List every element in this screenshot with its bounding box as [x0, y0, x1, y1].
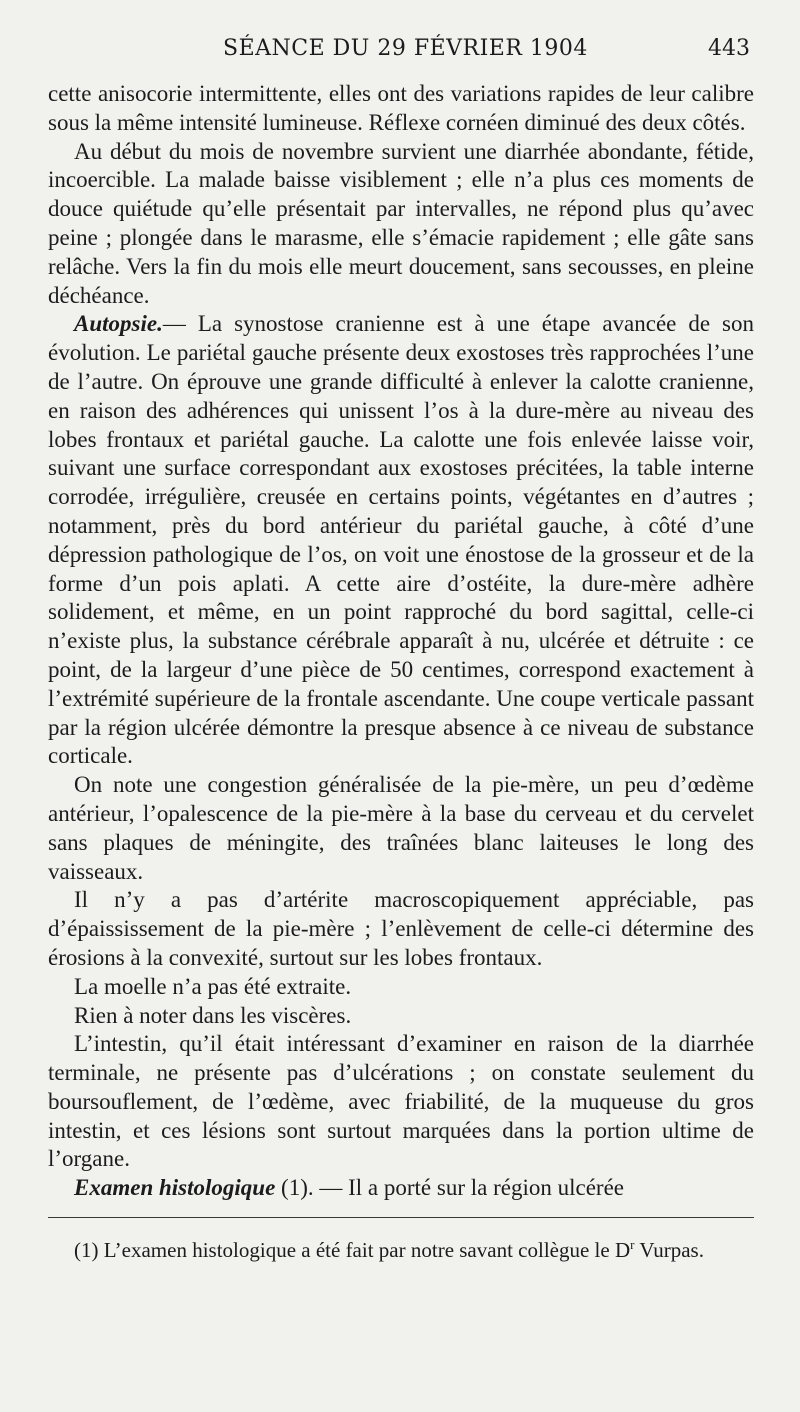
paragraph-text: Rien à noter dans les viscères. — [74, 1002, 352, 1028]
paragraph — [48, 973, 754, 1002]
paragraph-text: — La synostose cranienne est à une étape avancée de son évolution. Le pariétal gauche présente deux exostoses très rapprochées l’une de l’autre. On éprouve une grande difficulté à enlever la calotte cranienne, en raison des adhérences qui unissent l’os à la dure-mère au niveau des lobes frontaux et pariétal gauche. La calotte une fois enlevée laisse voir, suivant une surface correspondant aux exostoses précitées, la table interne corrodée, irrégulière, creusée en certains points, végétantes en d’autres ; notamment, près du bord antérieur du pariétal gauche, à côté d’une dépression pathologique de l’os, on voit une énostose de la grosseur et de la forme d’un pois aplati. A cette aire d’ostéite, la dure-mère adhère solidement, et même, en un point rapproché du bord sagittal, celle-ci n’existe plus, la substance cérébrale apparaît à nu, ulcérée et détruite : ce point, de la largeur d’une pièce de 50 centimes, correspond exactement à l’extrémité supérieure de la frontale ascendante. Une coupe verticale passant par la région ulcérée démontre la presque absence à ce niveau de substance corticale. — [48, 311, 754, 769]
footnote-marker: (1) — [74, 1238, 99, 1263]
paragraph-lead: Examen histologique — [74, 1175, 276, 1201]
page-number: 443 — [708, 36, 750, 61]
page-header — [48, 36, 754, 76]
paragraph — [48, 1002, 754, 1031]
paragraph — [48, 138, 754, 311]
paragraph — [48, 771, 754, 886]
body-text — [48, 80, 754, 1203]
footnote-text: L’examen histologique a été fait par notre savant collègue le D — [103, 1238, 631, 1263]
paragraph — [48, 310, 754, 771]
paragraph-text: (1). — Il a porté sur la région ulcérée — [275, 1175, 624, 1201]
paragraph-text: Il n’y a pas d’artérite macroscopiquement appréciable, pas d’épaississement de la pie-mère ; l’enlèvement de celle-ci détermine des érosions à la convexité, surtout sur les lobes frontaux. — [48, 887, 754, 970]
paragraph-text: L’intestin, qu’il était intéressant d’examiner en raison de la diarrhée terminale, ne présente pas d’ulcérations ; on constate seulement du boursouflement, de l’œdème, avec friabilité, de la muqueuse du gros intestin, et ces lésions sont surtout marquées dans la portion ultime de l’organe. — [48, 1031, 754, 1172]
footnote-divider — [48, 1217, 754, 1218]
paragraph-text: On note une congestion généralisée de la pie-mère, un peu d’œdème antérieur, l’opalescence de la pie-mère à la base du cerveau et du cervelet sans plaques de méningite, des traînées blanc laiteuses le long des vaisseaux. — [48, 772, 754, 884]
paragraph-text: La moelle n’a pas été extraite. — [74, 973, 352, 999]
footnote-text-end: Vurpas. — [634, 1238, 704, 1263]
paragraph — [48, 1030, 754, 1174]
paragraph-text: cette anisocorie intermittente, elles ont des variations rapides de leur calibre sous la même intensité lumineuse. Réflexe cornéen diminué des deux côtés. — [48, 81, 754, 135]
paragraph — [48, 1174, 754, 1203]
footnote-superscript: r — [630, 1237, 635, 1253]
paragraph — [48, 80, 754, 138]
paragraph-lead: Autopsie. — [74, 311, 163, 337]
running-head: SÉANCE DU 29 FÉVRIER 1904 — [223, 36, 588, 61]
paragraph — [48, 886, 754, 972]
footnote — [48, 1232, 754, 1263]
paragraph-text: Au début du mois de novembre survient une diarrhée abondante, fétide, incoercible. La malade baisse visiblement ; elle n’a plus ces moments de douce quiétude qu’elle présentait par intervalles, ne répond plus qu’avec peine ; plongée dans le marasme, elle s’émacie rapidement ; elle gâte sans relâche. Vers la fin du mois elle meurt doucement, sans secousses, en pleine déchéance. — [48, 138, 754, 308]
